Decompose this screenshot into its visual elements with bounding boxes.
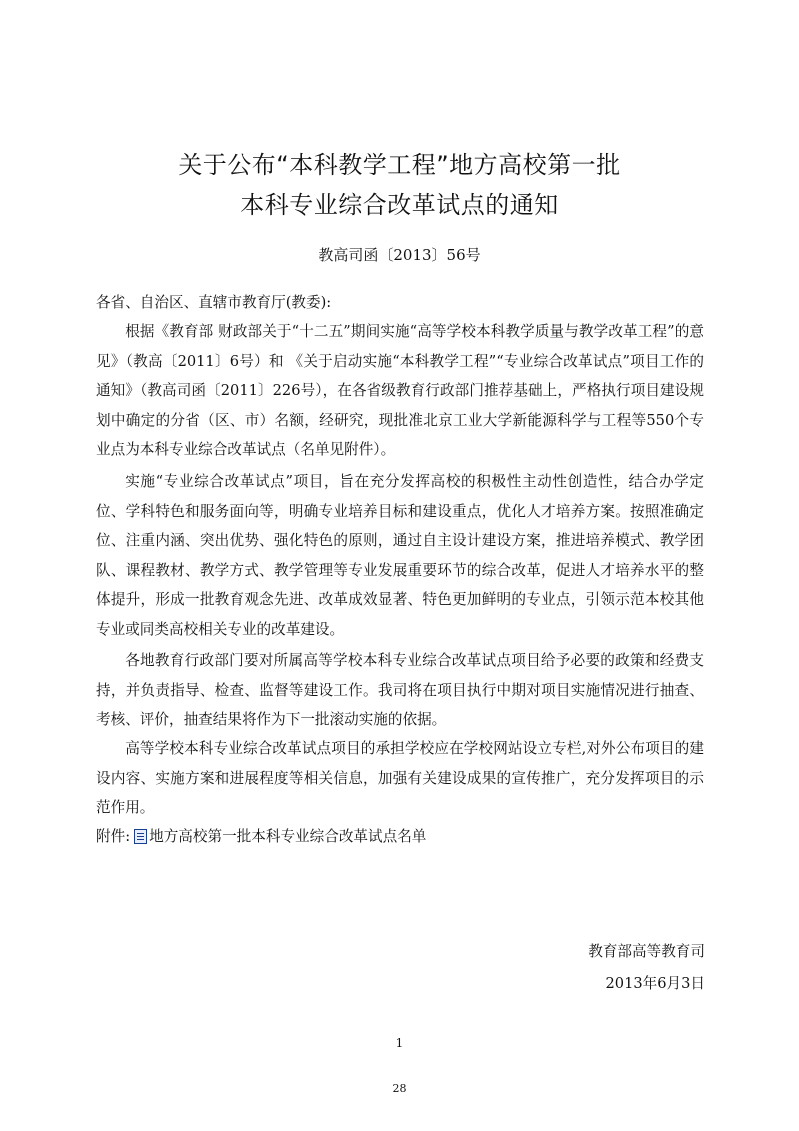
issue-date: 2013年6月3日 [605,975,705,992]
attachment-label: 附件: [96,828,131,845]
page-number: 1 [395,1036,404,1050]
signer: 教育部高等教育司 [588,943,705,960]
document-title-line2: 本科专业综合改革试点的通知 [240,191,559,219]
attachment-link[interactable]: 地方高校第一批本科专业综合改革试点名单 [149,828,427,845]
document-number: 教高司函〔2013〕56号 [318,246,481,264]
bottom-page-number: 28 [392,1082,407,1095]
paragraph-3: 各地教育行政部门要对所属高等学校本科专业综合改革试点项目给予必要的政策和经费支持，并负责指导、检查、监督等建设工作。我司将在项目执行中期对项目实施情况进行抽查、考核、评价，抽查结果将作为下一批滚动实施的依据。 [96,652,704,728]
paragraph-4: 高等学校本科专业综合改革试点项目的承担学校应在学校网站设立专栏,对外公布项目的建设内容、实施方案和进展程度等相关信息，加强有关建设成果的宣传推广，充分发挥项目的示范作用。 [96,740,704,816]
word-document-icon[interactable] [134,829,147,844]
attachment-line [96,822,426,852]
paragraph-2: 实施“专业综合改革试点”项目，旨在充分发挥高校的积极性主动性创造性，结合办学定位、学科特色和服务面向等，明确专业培养目标和建设重点，优化人才培养方案。按照准确定位、注重内涵、突出优势、强化特色的原则，通过自主设计建设方案，推进培养模式、教学团队、课程教材、教学方式、教学管理等专业发展重要环节的综合改革，促进人才培养水平的整体提升，形成一批教育观念先进、改革成效显著、特色更加鲜明的专业点，引领示范本校其他专业或同类高校相关专业的改革建设。 [96,473,704,638]
document-title-line1: 关于公布“本科教学工程”地方高校第一批 [178,151,621,179]
salutation: 各省、自治区、直辖市教育厅(教委): [96,294,332,311]
paragraph-1: 根据《教育部 财政部关于“十二五”期间实施“高等学校本科教学质量与教学改革工程”的意见》（教高〔2011〕6号）和 《关于启动实施“本科教学工程”“专业综合改革试点”项目工作的通知》（教高司函〔2011〕226号），在各省级教育行政部门推荐基础上，严格执行项目建设规划中确定的分省（区、市）名额，经研究，现批准北京工业大学新能源科学与工程等550个专业点为本科专业综合改革试点（名单见附件）。 [96,323,704,458]
